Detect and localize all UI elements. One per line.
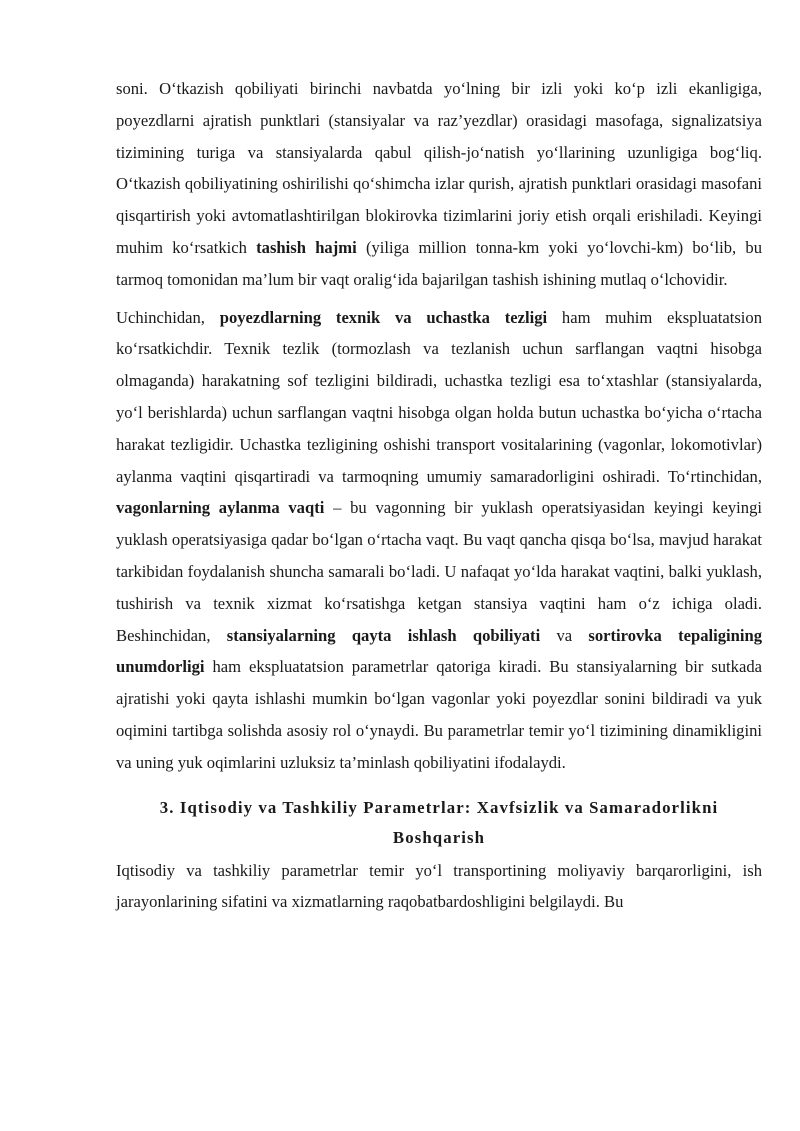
section-heading: 3. Iqtisodiy va Tashkiliy Parametrlar: Xavfsizlik va Samaradorlikni Boshqarish — [159, 797, 719, 847]
text-run: ham muhim ekspluatatsion ko‘rsatkichdir. Texnik tezlik (tormozlash va tezlanish uchun sarflangan vaqtni hisobga olmaganda) harakatning sof tezligini bildiradi, uchastka tezligi esa to‘xtashlar (stansiyalarda, yo‘l berishlarda) uchun sarflangan vaqtni hisobga olgan holda butun uchastka bo‘yicha o‘rtacha harakat tezligidir. Uchastka tezligining oshishi transport vositalarining (vagonlar, lokomotivlar) aylanma vaqtini qisqartiradi va tarmoqning umumiy samaradorligini oshiradi. To‘rtinchidan, — [116, 307, 762, 486]
bold-term-aylanma-vaqti: vagonlarning aylanma vaqti — [116, 498, 325, 518]
text-run: (yiliga million tonna-km yoki yo‘lovchi-km) bo‘lib, bu tarmoq tomonidan ma’lum bir vaqt oralig‘ida bajarilgan tashish ishining mutlaq o‘lchovidir. — [116, 237, 762, 289]
text-run: Uchinchidan, — [116, 307, 220, 327]
document-page — [116, 73, 762, 918]
text-run: soni. O‘tkazish qobiliyati birinchi navbatda yo‘lning bir izli yoki ko‘p izli ekanligiga, poyezdlarni ajratish punktlari (stansiyalar va raz’yezdlar) orasidagi masofaga, signalizatsiya tizimining turiga va stansiyalarda qabul qilish-jo‘natish yo‘llarining uzunligiga bog‘liq. O‘tkazish qobiliyatining oshirilishi qo‘shimcha izlar qurish, ajratish punktlari orasidagi masofani qisqartirish yoki avtomatlashtirilgan blokirovka tizimlarini joriy etish orqali erishiladi. Keyingi muhim ko‘rsatkich — [116, 79, 762, 257]
bold-term-poyezd-tezligi: poyezdlarning texnik va uchastka tezligi — [219, 307, 548, 327]
text-run: ham ekspluatatsion parametrlar qatoriga kiradi. Bu stansiyalarning bir sutkada ajratishi yoki qayta ishlashi mumkin bo‘lgan vagonlar yoki poyezdlar sonini bildiradi va yuk oqimini tartibga solishda asosiy rol o‘ynaydi. Bu parametrlar temir yo‘l tizimining dinamikligini va uning yuk oqimlarini uzluksiz ta’minlash qobiliyatini ifodalaydi. — [116, 657, 762, 772]
text-run: va — [540, 625, 589, 645]
paragraph-capacity — [116, 73, 762, 296]
paragraph-economic-intro: Iqtisodiy va tashkiliy parametrlar temir yo‘l transportining moliyaviy barqarorligini, ish jarayonlarining sifatini va xizmatlarning raqobatbardoshligini belgilaydi. Bu — [116, 860, 762, 912]
bold-term-sortirovka: sortirovka tepaligining unumdorligi — [116, 625, 763, 677]
text-run: – bu vagonning bir yuklash operatsiyasidan keyingi keyingi yuklash operatsiyasiga qadar bo‘lgan o‘rtacha vaqt. Bu vaqt qancha qisqa bo‘lsa, mavjud harakat tarkibidan foydalanish shuncha samarali bo‘ladi. U nafaqat yo‘lda harakat vaqtini, balki yuklash, tushirish va texnik xizmat ko‘rsatishga ketgan stansiya vaqtini ham o‘z ichiga oladi. Beshinchidan, — [116, 498, 762, 645]
paragraph-speed-and-turnover — [116, 302, 762, 779]
bold-term-qayta-ishlash: stansiyalarning qayta ishlash qobiliyati — [226, 625, 541, 645]
bold-term-tashish-hajmi: tashish hajmi — [256, 237, 357, 257]
